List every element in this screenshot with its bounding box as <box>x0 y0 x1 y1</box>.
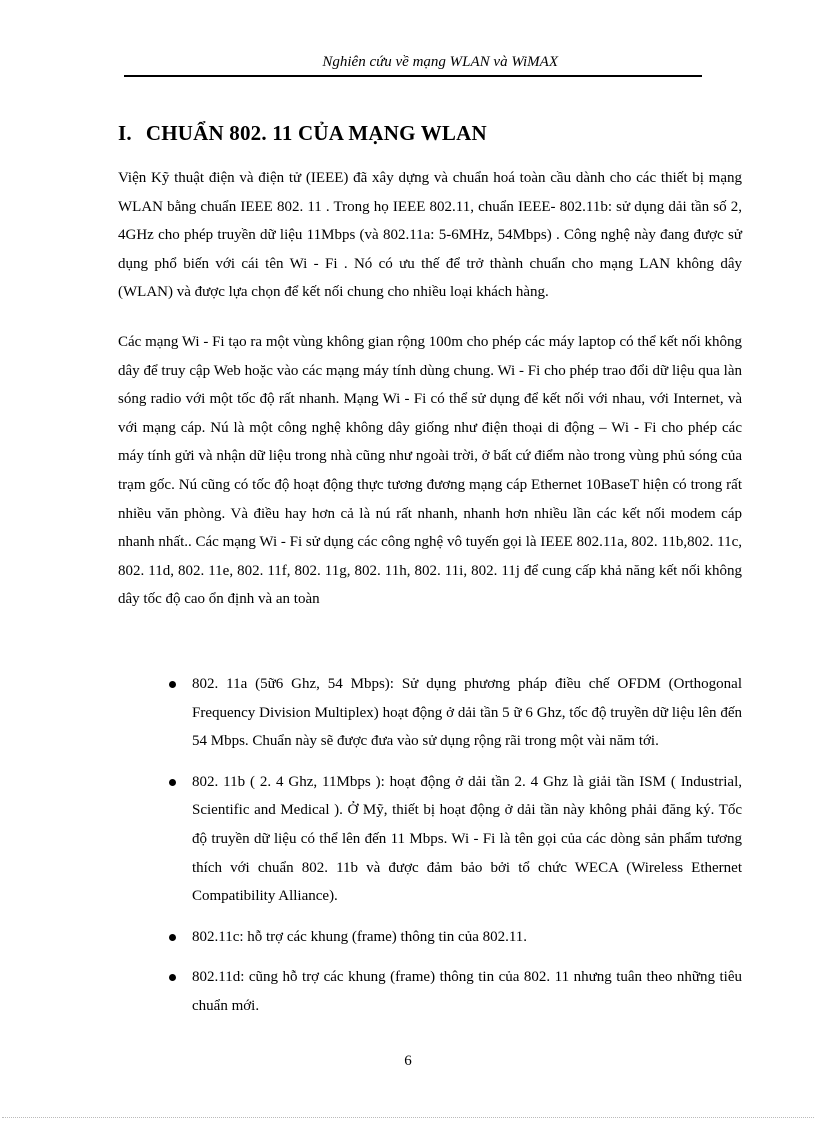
paragraph-wifi-networks: Các mạng Wi - Fi tạo ra một vùng không gian rộng 100m cho phép các máy laptop có thể kết nối không dây để truy cập Web hoặc vào các mạng máy tính dùng chung. Wi - Fi cho phép trao đổi dữ liệu qua làn sóng radio với một tốc độ rất nhanh. Mạng Wi - Fi có thể sử dụng để kết nối với nhau, với Internet, và với mạng cáp. Nú là một công nghệ không dây giống như điện thoại di động – Wi - Fi cho phép các máy tính gửi và nhận dữ liệu trong nhà cũng như ngoài trời, ở bất cứ điểm nào trong vùng phủ sóng của trạm gốc. Nú cũng có tốc độ hoạt động thực tương đương mạng cáp Ethernet 10BaseT hiện có trong rất nhiều văn phòng. Và điều hay hơn cả là nú rất nhanh, nhanh hơn nhiều lần các kết nối modem cáp nhanh nhất.. Các mạng Wi - Fi sử dụng các công nghệ vô tuyến gọi là IEEE 802.11a, 802. 11b,802. 11c, 802. 11d, 802. 11e, 802. 11f, 802. 11g, 802. 11h, 802. 11i, 802. 11j để cung cấp khả năng kết nối không dây tốc độ cao ổn định và an toàn <box>118 334 742 608</box>
list-item-text: 802. 11b ( 2. 4 Ghz, 11Mbps ): hoạt động ở dải tần 2. 4 Ghz là giải tần ISM ( Industrial, Scientific and Medical ). Ở Mỹ, thiết bị hoạt động ở dải tần này không phải đăng ký. Tốc độ truyền dữ liệu có thể lên đến 11 Mbps. Wi - Fi là tên gọi của các dòng sản phẩm tương thích với chuẩn 802. 11b và được đảm bảo bởi tổ chức WECA (Wireless Ethernet Compatibility Alliance). <box>192 773 742 905</box>
header-rule <box>124 75 702 77</box>
list-item-802-11a <box>118 670 742 756</box>
paragraph-ieee-intro: Viện Kỹ thuật điện và điện tử (IEEE) đã xây dựng và chuẩn hoá toàn cầu dành cho các thiết bị mạng WLAN bằng chuẩn IEEE 802. 11 . Trong họ IEEE 802.11, chuẩn IEEE- 802.11b: sử dụng dải tần số 2, 4GHz cho phép truyền dữ liệu 11Mbps (và 802.11a: 5-6MHz, 54Mbps) . Công nghệ này đang được sử dụng phổ biến với cái tên Wi - Fi . Nó có ưu thế để trở thành chuẩn cho mạng LAN không dây (WLAN) và được lựa chọn để kết nối chung cho nhiều loại khách hàng. <box>118 170 742 301</box>
bullet-icon <box>169 681 176 688</box>
page-bottom-border <box>2 1117 814 1118</box>
list-item-text: 802.11c: hỗ trợ các khung (frame) thông tin của 802.11. <box>192 928 528 945</box>
bullet-icon <box>169 934 176 941</box>
section-number: I. <box>118 121 132 145</box>
bullet-icon <box>169 974 176 981</box>
page-number: 6 <box>404 1053 412 1069</box>
list-item-text: 802.11d: cũng hỗ trợ các khung (frame) thông tin của 802. 11 nhưng tuân theo những tiêu chuẩn mới. <box>192 969 742 1014</box>
bullet-icon <box>169 779 176 786</box>
running-header: Nghiên cứu về mạng WLAN và WiMAX <box>322 54 558 70</box>
section-heading <box>118 119 487 147</box>
section-title: CHUẨN 802. 11 CỦA MẠNG WLAN <box>145 121 487 145</box>
list-item-802-11c <box>118 923 742 952</box>
standards-list <box>118 670 742 1033</box>
list-item-802-11d <box>118 963 742 1020</box>
list-item-802-11b <box>118 768 742 911</box>
list-item-text: 802. 11a (5ữ6 Ghz, 54 Mbps): Sử dụng phương pháp điều chế OFDM (Orthogonal Frequency Division Multiplex) hoạt động ở dải tần 5 ữ 6 Ghz, tốc độ truyền dữ liệu lên đến 54 Mbps. Chuẩn này sẽ được đưa vào sử dụng rộng rãi trong một vài năm tới. <box>192 676 742 750</box>
